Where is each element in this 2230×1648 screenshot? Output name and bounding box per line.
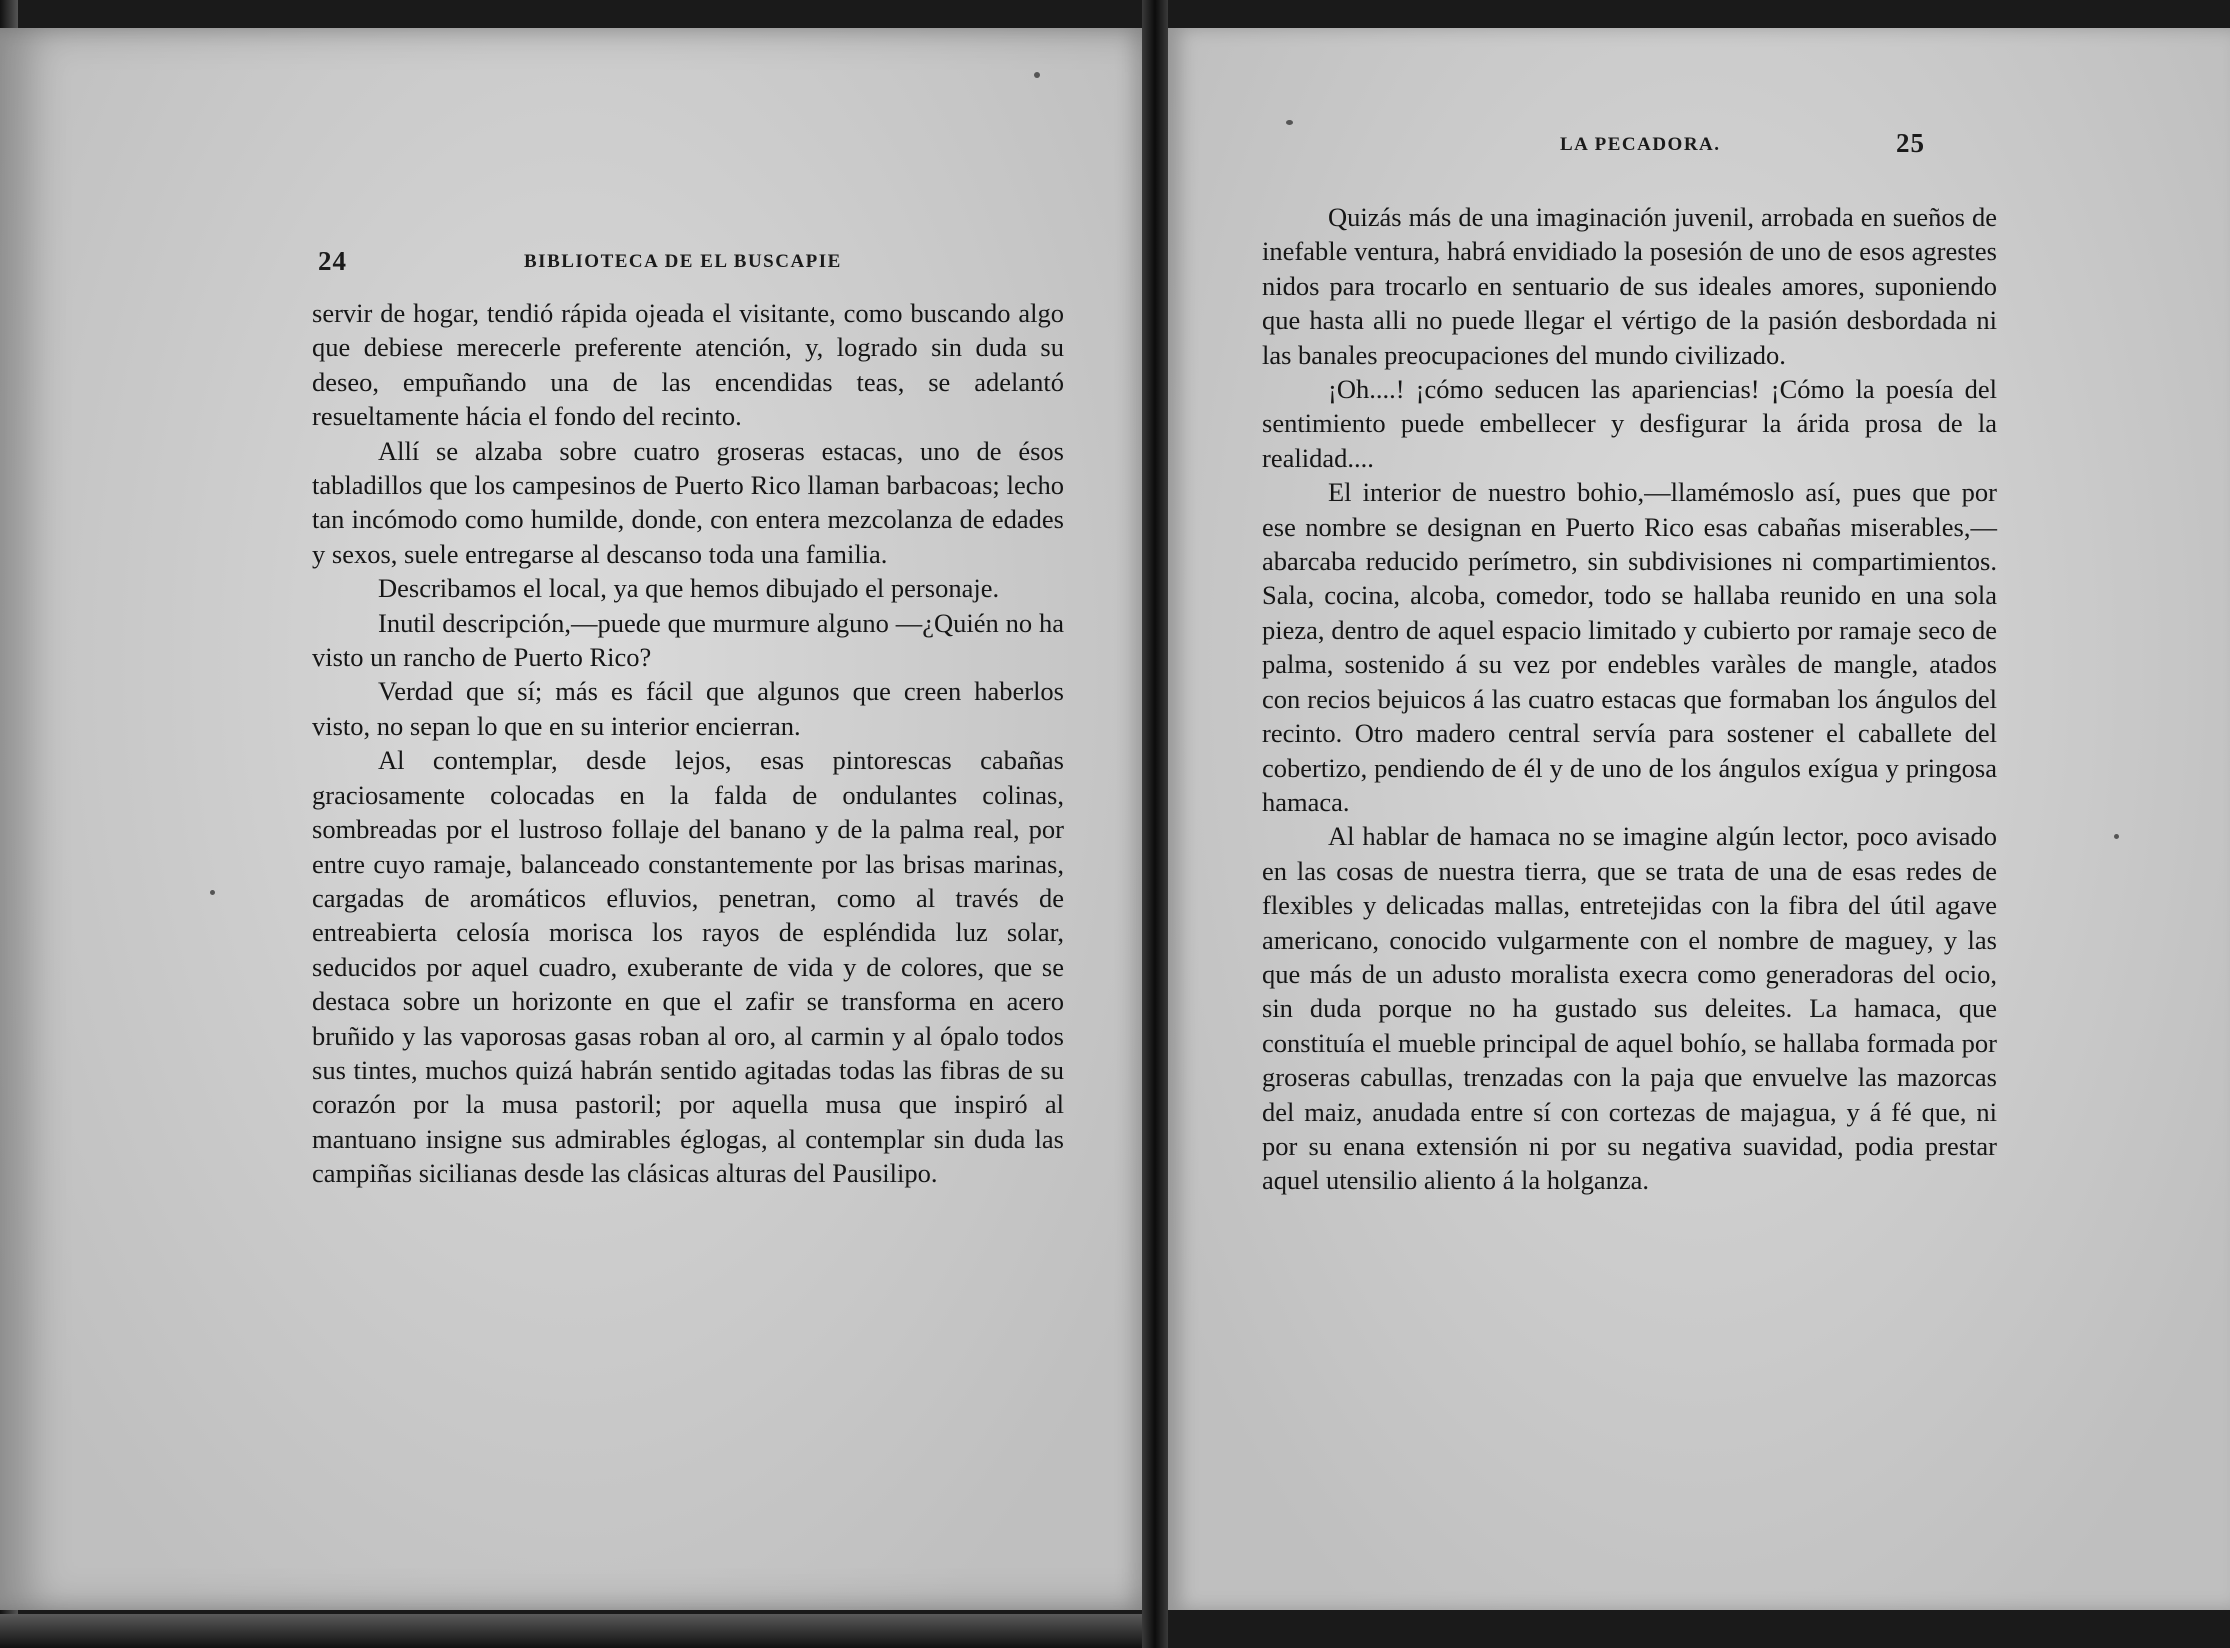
book-gutter [1142,0,1168,1648]
scan-bottom-shadow [0,1614,1142,1648]
paragraph: Al hablar de hamaca no se imagine algún lector, poco avisado en las cosas de nuestra tierra, que se trata de una de esas redes de flexibles y delicadas mallas, entretejidas con la fibra del útil agave americano, conocido vulgarmente con el nombre de maguey, y las que más de un adusto moralista execra como generadoras del ocio, sin duda porque no ha gustado sus deleites. La hamaca, que constituía el mueble principal de aquel bohío, se hallaba formada por groseras cabullas, trenzadas con la paja que envuelve las mazorcas del maiz, anudada entre sí con cortezas de majagua, y á fé que, ni por su enana extensión ni por su negativa suavidad, podia prestar aquel utensilio aliento á la holganza. [1262,821,1997,1196]
paragraph: Verdad que sí; más es fácil que algunos que creen haberlos visto, no sepan lo que en su interior encierran. [312,676,1064,741]
right-page-number: 25 [1896,128,1925,158]
right-page-text [1262,200,1997,1198]
left-page-text [312,296,1064,1191]
ink-speck [210,890,215,895]
paragraph: servir de hogar, tendió rápida ojeada el visitante, como buscando algo que debiese merecerle preferente atención, y, logrado sin duda su deseo, empuñando una de las encendidas teas, se adelantó resueltamente hácia el fondo del recinto. [312,298,1064,432]
ink-speck [1034,72,1040,78]
paragraph: Describamos el local, ya que hemos dibujado el personaje. [378,573,1000,604]
ink-speck [1286,120,1293,125]
paragraph: El interior de nuestro bohio,—llamémoslo así, pues que por ese nombre se designan en Puerto Rico esas cabañas miserables,—abarcaba reducido perímetro, sin subdivisiones ni compartimientos. Sala, cocina, alcoba, comedor, todo se hallaba reunido en una sola pieza, dentro de aquel espacio limitado y cubierto por ramaje seco de palma, sostenido á su vez por endebles varàles de mangle, atados con recios bejuicos á las cuatro estacas que formaban los ángulos del recinto. Otro madero central servía para sostener el caballete del cobertizo, pendiendo de él y de uno de los ángulos exígua y pringosa hamaca. [1262,477,1997,817]
left-running-title: BIBLIOTECA DE EL BUSCAPIE [524,251,842,272]
ink-speck [2114,834,2119,839]
paragraph: Quizás más de una imaginación juvenil, arrobada en sueños de inefable ventura, habrá envidiado la posesión de uno de esos agrestes nidos para trocarlo en sentuario de sus ideales amores, suponiendo que hasta alli no puede llegar el vértigo de la pasión desbordada ni las banales preocupaciones del mundo civilizado. [1262,202,1997,370]
paragraph: Allí se alzaba sobre cuatro groseras estacas, uno de ésos tabladillos que los campesinos de Puerto Rico llaman barbacoas; lecho tan incómodo como humilde, donde, con entera mezcolanza de edades y sexos, suele entregarse al descanso toda una familia. [312,435,1064,569]
left-page-number: 24 [318,246,347,276]
paragraph: ¡Oh....! ¡cómo seducen las apariencias! ¡Cómo la poesía del sentimiento puede embellecer y desfigurar la árida prosa de la realidad.... [1262,374,1997,473]
right-running-title: LA PECADORA. [1560,134,1721,155]
paragraph: Al contemplar, desde lejos, esas pintorescas cabañas graciosamente colocadas en la falda de ondulantes colinas, sombreadas por el lustroso follaje del banano y de la palma real, por entre cuyo ramaje, balanceado constantemente por las brisas marinas, cargadas de aromáticos efluvios, penetran, como al través de entreabierta celosía morisca los rayos de espléndida luz solar, seducidos por aquel cuadro, exuberante de vida y de colores, que se destaca sobre un horizonte en que el zafir se transforma en acero bruñido y las vaporosas gasas roban al oro, al carmin y al ópalo todos sus tintes, muchos quizá habrán sentido agitadas todas las fibras de su corazón por la musa pastoril; por aquella musa que inspiró al mantuano insigne sus admirables églogas, al contemplar sin duda las campiñas sicilianas desde las clásicas alturas del Pausilipo. [312,745,1064,1189]
paragraph: Inutil descripción,—puede que murmure alguno —¿Quién no ha visto un rancho de Puerto Rico? [312,607,1064,673]
